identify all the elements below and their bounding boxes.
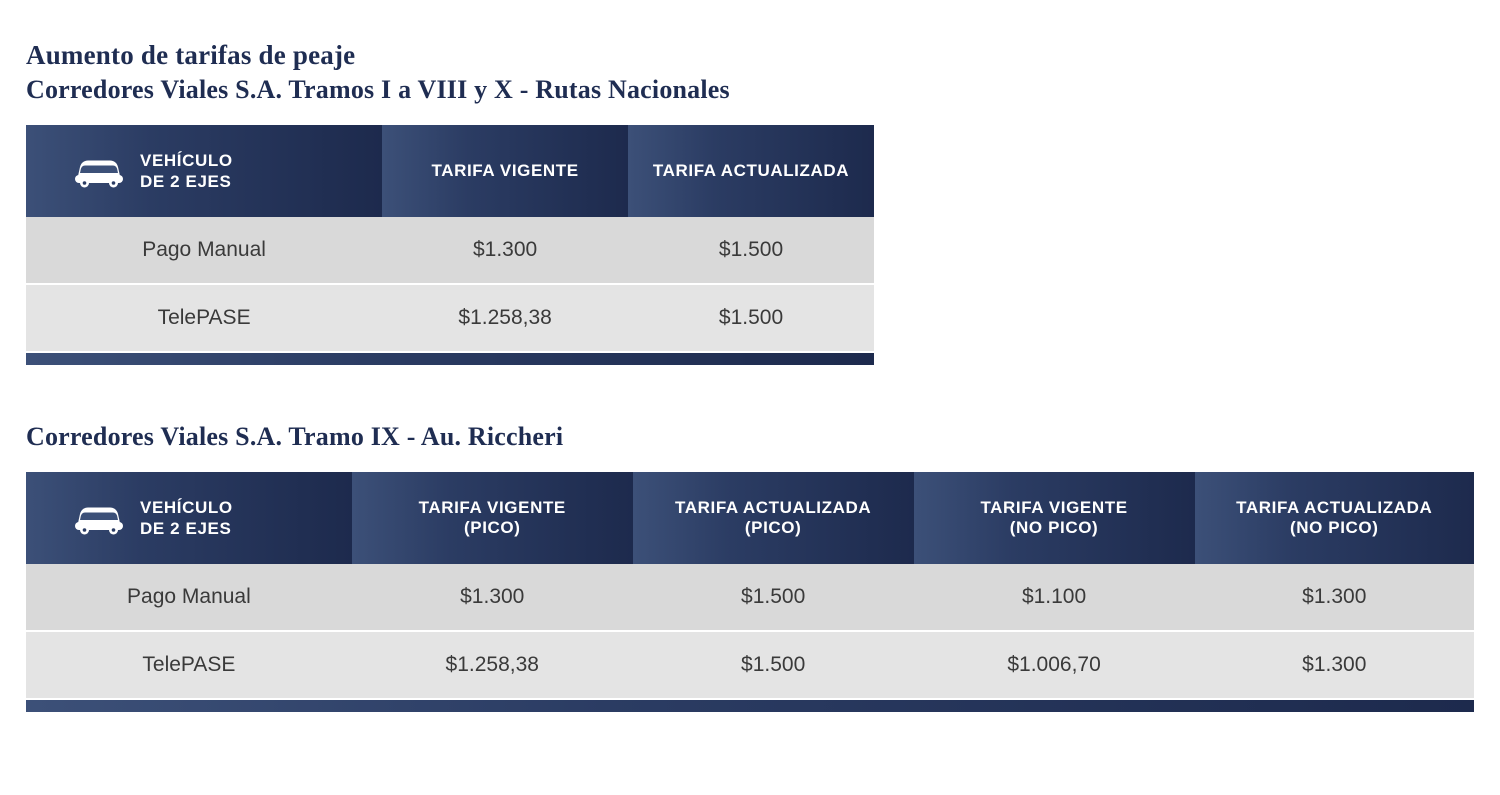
column-header-tarifa-vigente: TARIFA VIGENTE — [382, 125, 628, 217]
column-header-tarifa-vigente-no-pico — [914, 472, 1195, 564]
table-footer-bar — [26, 700, 1474, 712]
page-subtitle: Corredores Viales S.A. Tramos I a VIII y X - Rutas Nacionales — [26, 75, 730, 105]
vehicle-line-1: VEHÍCULO — [140, 497, 233, 517]
header-line-2: (PICO) — [744, 517, 802, 537]
table-header — [26, 125, 874, 217]
tariff-table-au-riccheri — [26, 472, 1474, 700]
column-header-vehicle-label — [140, 150, 233, 193]
header-line-1: TARIFA VIGENTE — [418, 497, 566, 517]
row-label-pago-manual: Pago Manual — [26, 564, 352, 631]
row-label-pago-manual: Pago Manual — [26, 217, 382, 284]
column-header-tarifa-actualizada: TARIFA ACTUALIZADA — [628, 125, 874, 217]
header-line-2: (PICO) — [464, 517, 521, 537]
header-line-1: TARIFA ACTUALIZADA — [1236, 497, 1433, 517]
column-header-tarifa-actualizada-no-pico — [1195, 472, 1474, 564]
table-body — [26, 564, 1474, 699]
section-au-riccheri — [26, 420, 1474, 712]
page-title: Aumento de tarifas de peaje — [26, 40, 356, 70]
column-header-vehicle-label — [140, 497, 233, 540]
table-row — [26, 631, 1474, 699]
header-line-2: (NO PICO) — [1290, 517, 1379, 537]
cell-actualizada-pico: $1.500 — [633, 564, 914, 631]
column-header-tarifa-actualizada-pico — [633, 472, 914, 564]
section-title-riccheri: Corredores Viales S.A. Tramo IX - Au. Riccheri — [26, 422, 564, 451]
vehicle-line-1: VEHÍCULO — [140, 150, 233, 170]
vehicle-line-2: DE 2 EJES — [140, 171, 232, 191]
table-row — [26, 564, 1474, 631]
header-line-1: TARIFA ACTUALIZADA — [675, 497, 872, 517]
table-body — [26, 217, 874, 352]
section-rutas-nacionales — [26, 38, 874, 365]
heading-block-2 — [26, 420, 1474, 454]
vehicle-line-2: DE 2 EJES — [140, 518, 232, 538]
cell-vigente-pico: $1.300 — [352, 564, 633, 631]
column-header-vehicle — [26, 125, 382, 217]
column-header-tarifa-vigente-pico — [352, 472, 633, 564]
cell-actualizada-no-pico: $1.300 — [1195, 564, 1474, 631]
column-header-vehicle — [26, 472, 352, 564]
car-icon — [72, 154, 126, 188]
car-icon — [72, 501, 126, 535]
cell-actualizada: $1.500 — [628, 217, 874, 284]
cell-actualizada-pico: $1.500 — [633, 631, 914, 699]
heading-block-1 — [26, 38, 874, 107]
row-label-telepase: TelePASE — [26, 284, 382, 352]
cell-vigente: $1.300 — [382, 217, 628, 284]
cell-vigente-pico: $1.258,38 — [352, 631, 633, 699]
cell-vigente-no-pico: $1.006,70 — [914, 631, 1195, 699]
table-row — [26, 217, 874, 284]
cell-vigente-no-pico: $1.100 — [914, 564, 1195, 631]
tariff-table-rutas-nacionales — [26, 125, 874, 353]
table-footer-bar — [26, 353, 874, 365]
header-line-1: TARIFA VIGENTE — [980, 497, 1128, 517]
header-line-2: (NO PICO) — [1009, 517, 1099, 537]
cell-actualizada-no-pico: $1.300 — [1195, 631, 1474, 699]
table-row — [26, 284, 874, 352]
table-header — [26, 472, 1474, 564]
row-label-telepase: TelePASE — [26, 631, 352, 699]
cell-vigente: $1.258,38 — [382, 284, 628, 352]
table-header-row — [26, 472, 1474, 564]
table-header-row — [26, 125, 874, 217]
cell-actualizada: $1.500 — [628, 284, 874, 352]
